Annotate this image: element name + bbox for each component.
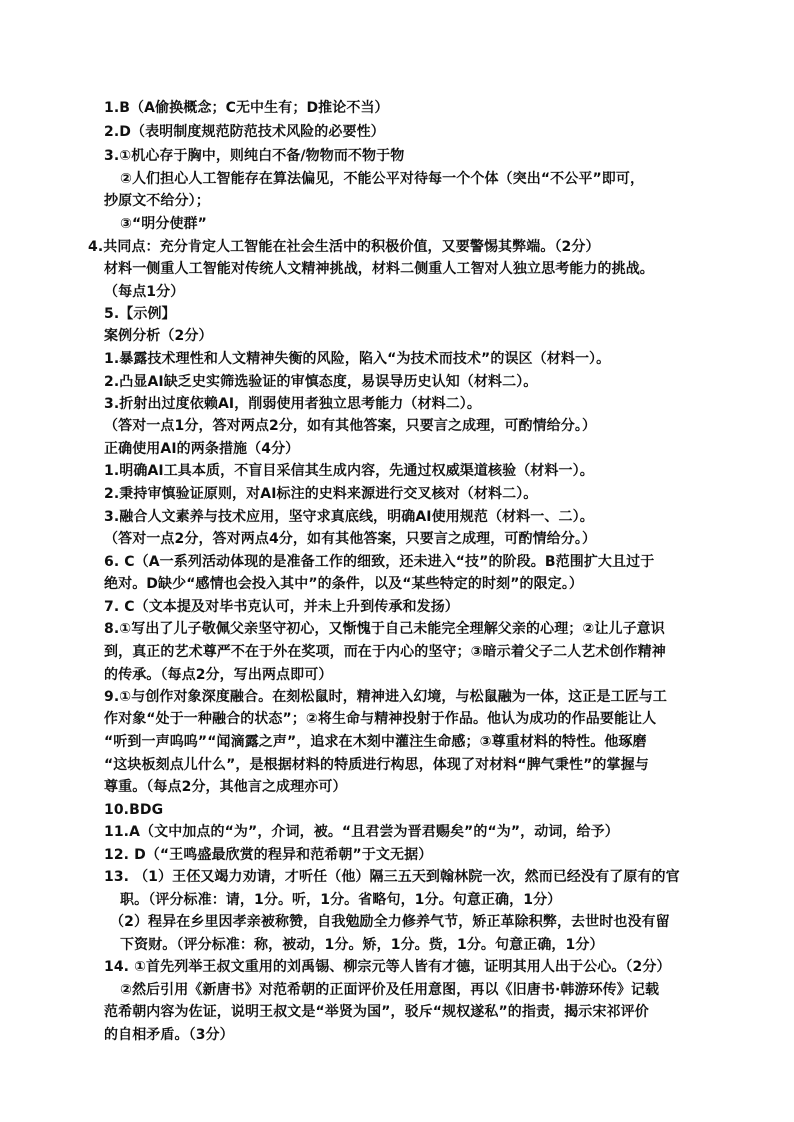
case-point-3: 3.折射出过度依赖AI，削弱使用者独立思考能力（材料二）。: [104, 396, 482, 412]
answer-13-part-2: （2）程异在乡里因孝亲被称赞，自我勉励全力修养气节，矫正革除积弊，去世时也没有留: [110, 914, 670, 930]
answer-5-heading: 5.【示例】: [104, 306, 176, 322]
answer-3-point-3: ③“明分使群”: [120, 216, 207, 232]
answer-14-cont-1: 范希朝内容为佐证，说明王叔文是“举贤为国”，驳斥“规权遂私”的指责，揭示宋祁评价: [104, 1004, 649, 1020]
answer-9-line: 9.①与创作对象深度融合。在刻松鼠时，精神进入幻境，与松鼠融为一体，这正是工匠与工: [104, 689, 668, 705]
measure-2: 2.秉持审慎验证原则，对AI标注的史料来源进行交叉核对（材料二）。: [104, 486, 538, 502]
answer-10-line: 10.BDG: [104, 802, 164, 818]
answer-3-line: 3.①机心存于胸中，则纯白不备/物物而不物于物: [104, 148, 405, 164]
case-point-2: 2.凸显AI缺乏史实筛选验证的审慎态度，易误导历史认知（材料二）。: [104, 374, 538, 390]
answer-14-cont-2: 的自相矛盾。（3分）: [104, 1027, 234, 1043]
answer-14-line: 14. ①首先列举王叔文重用的刘禹锡、柳宗元等人皆有才德，证明其用人出于公心。（2分）: [104, 959, 671, 975]
measures-scoring: （答对一点2分，答对两点4分，如有其他答案，只要言之成理，可酌情给分。）: [104, 531, 597, 547]
answer-4-detail: 材料一侧重人工智能对传统人文精神挑战，材料二侧重人工智对人独立思考能力的挑战。: [104, 261, 654, 277]
answer-8-cont-2: 的传承。（每点2分，写出两点即可）: [104, 667, 333, 683]
answer-9-cont-4: 尊重。（每点2分，其他言之成理亦可）: [104, 779, 347, 795]
measure-3: 3.融合人文素养与技术应用，坚守求真底线，明确AI使用规范（材料一、二）。: [104, 509, 594, 525]
answer-4-score: （每点1分）: [104, 284, 185, 300]
answer-12-line: 12. D（“王鸣盛最欣赏的程异和范希朝”于文无据）: [104, 847, 433, 863]
answer-7-line: 7. C（文本提及对毕书克认可，并未上升到传承和发扬）: [104, 599, 459, 615]
answer-14-point-2: ②然后引用《新唐书》对范希朝的正面评价及任用意图，再以《旧唐书·韩游环传》记载: [120, 982, 660, 998]
case-point-1: 1.暴露技术理性和人文精神失衡的风险，陷入“为技术而技术”的误区（材料一）。: [104, 351, 611, 367]
answer-3-point-2: ②人们担心人工智能存在算法偏见，不能公平对待每一个个体（突出“不公平”即可，: [120, 171, 645, 187]
case-scoring: （答对一点1分，答对两点2分，如有其他答案，只要言之成理，可酌情给分。）: [104, 418, 597, 434]
answer-11-line: 11.A（文中加点的“为”，介词，被。“且君尝为晋君赐矣”的“为”，动词，给予）: [104, 824, 619, 840]
answer-9-cont-1: 作对象“处于一种融合的状态”；②将生命与精神投射于作品。他认为成功的作品要能让人: [104, 711, 657, 727]
measures-heading: 正确使用AI的两条措施（4分）: [104, 441, 300, 457]
answer-3-point-2-cont: 抄原文不给分）；: [104, 193, 210, 209]
answer-1-line: 1.B（A偷换概念；C无中生有；D推论不当）: [104, 100, 389, 116]
case-analysis-heading: 案例分析（2分）: [104, 328, 213, 344]
answer-8-cont-1: 到，真正的艺术尊严不在于外在奖项，而在于内心的坚守；③暗示着父子二人艺术创作精神: [104, 644, 666, 660]
answer-6-cont: 绝对。D缺少“感情也会投入其中”的条件，以及“某些特定的时刻”的限定。）: [104, 576, 584, 592]
answer-9-cont-2: “听到一声呜呜”“闻滴露之声”，追求在木刻中灌注生命感；③尊重材料的特性。他琢磨: [104, 734, 647, 750]
measure-1: 1.明确AI工具本质，不盲目采信其生成内容，先通过权威渠道核验（材料一）。: [104, 463, 594, 479]
answer-13-part-1-cont: 职。（评分标准：请，1分。听，1分。省略句，1分。句意正确，1分）: [120, 892, 562, 908]
answer-13-part-2-cont: 下资财。（评分标准：称，被动，1分。矫，1分。赀，1分。句意正确，1分）: [120, 937, 604, 953]
answer-4-line: 4.共同点：充分肯定人工智能在社会生活中的积极价值，又要警惕其弊端。（2分）: [88, 239, 600, 255]
answer-2-line: 2.D（表明制度规范防范技术风险的必要性）: [104, 124, 385, 140]
answer-8-line: 8.①写出了儿子敬佩父亲坚守初心，又惭愧于自己未能完全理解父亲的心理；②让儿子意识: [104, 621, 665, 637]
answer-6-line: 6. C（A一系列活动体现的是准备工作的细致，还未进入“技”的阶段。B范围扩大且过于: [104, 554, 655, 570]
answer-9-cont-3: “这块板刻点儿什么”，是根据材料的特质进行构思，体现了对材料“脾气秉性”的掌握与: [104, 757, 649, 773]
answer-13-part-1: 13. （1）王伾又竭力劝请，才听任（他）隔三五天到翰林院一次，然而已经没有了原有的官: [104, 869, 680, 885]
